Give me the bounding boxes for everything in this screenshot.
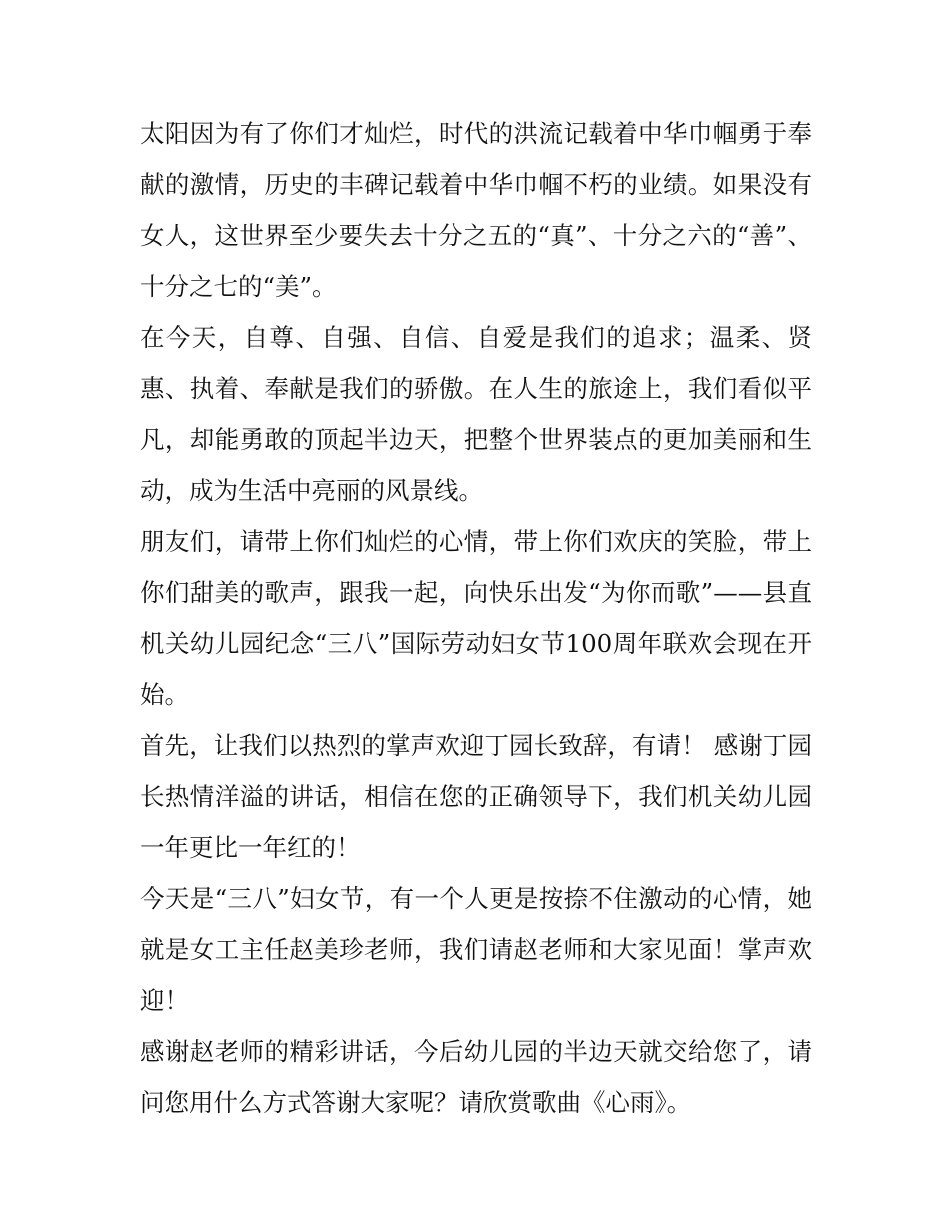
paragraph-4: 首先，让我们以热烈的掌声欢迎丁园长致辞，有请！ 感谢丁园长热情洋溢的讲话，相信在您的正确领导下，我们机关幼儿园一年更比一年红的！ xyxy=(140,731,812,862)
paragraph-2: 在今天，自尊、自强、自信、自爱是我们的追求；温柔、贤惠、执着、奉献是我们的骄傲。在人生的旅途上，我们看似平凡，却能勇敢的顶起半边天，把整个世界装点的更加美丽和生动，成为生活中亮丽的风景线。 xyxy=(140,323,812,505)
paragraph-5: 今天是“三八”妇女节，有一个人更是按捺不住激动的心情，她就是女工主任赵美珍老师，我们请赵老师和大家见面！掌声欢迎！ xyxy=(140,884,812,1015)
paragraph-6: 感谢赵老师的精彩讲话，今后幼儿园的半边天就交给您了，请问您用什么方式答谢大家呢？请欣赏歌曲《心雨》。 xyxy=(140,1037,812,1117)
document-body xyxy=(140,108,812,1128)
paragraph-1: 太阳因为有了你们才灿烂，时代的洪流记载着中华巾帼勇于奉献的激情，历史的丰碑记载着中华巾帼不朽的业绩。如果没有女人，这世界至少要失去十分之五的“真”、十分之六的“善”、十分之七的“美”。 xyxy=(140,119,812,301)
paragraph-3: 朋友们，请带上你们灿烂的心情，带上你们欢庆的笑脸，带上你们甜美的歌声，跟我一起，向快乐出发“为你而歌”——县直机关幼儿园纪念“三八”国际劳动妇女节100周年联欢会现在开始。 xyxy=(140,527,812,709)
